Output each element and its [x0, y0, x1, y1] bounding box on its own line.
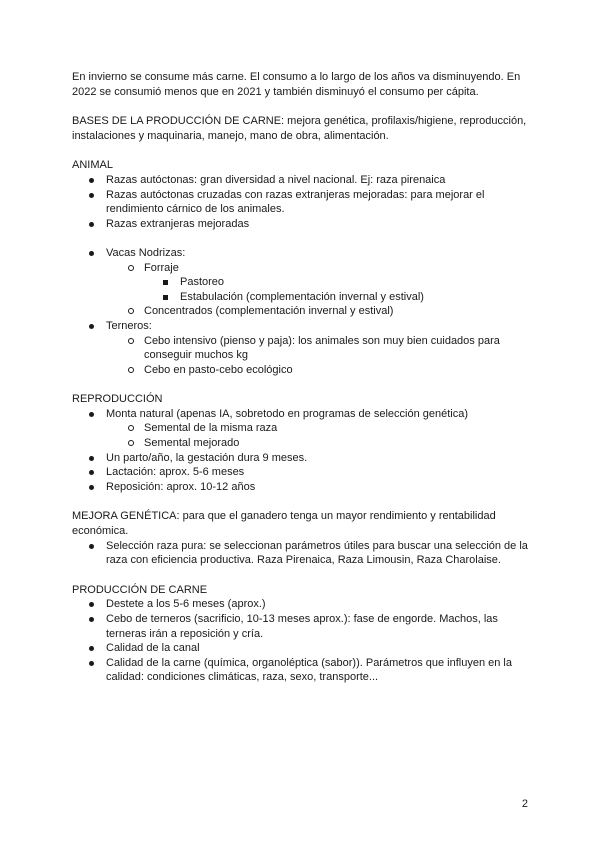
- list-item: Cebo intensivo (pienso y paja): los animales son muy bien cuidados para conseguir muchos kg: [72, 334, 532, 363]
- list-item: Razas autóctonas cruzadas con razas extranjeras mejoradas: para mejorar el rendimiento cárnico de los animales.: [72, 188, 532, 217]
- bullet-icon: [89, 646, 94, 651]
- bullet-icon: [89, 178, 94, 183]
- intro-paragraph: En invierno se consume más carne. El consumo a lo largo de los años va disminuyendo. En 2022 se consumió menos que en 2021 y también disminuyó el consumo per cápita.: [72, 71, 521, 98]
- list-item: Cebo en pasto-cebo ecológico: [72, 363, 532, 378]
- list-spacer: [72, 231, 532, 246]
- bullet-icon: [89, 544, 94, 549]
- bases-paragraph: BASES DE LA PRODUCCIÓN DE CARNE: mejora genética, profilaxis/higiene, reproducción, instalaciones y maquinaria, manejo, mano de obra, alimentación.: [72, 115, 527, 142]
- mejora-heading: MEJORA GENÉTICA: para que el ganadero tenga un mayor rendimiento y rentabilidad económica.: [72, 510, 496, 538]
- list-item: Cebo de terneros (sacrificio, 10-13 meses aprox.): fase de engorde. Machos, las terneras irán a reposición y cría.: [72, 612, 532, 641]
- list-item: Un parto/año, la gestación dura 9 meses.: [72, 451, 532, 466]
- bullet-icon: [89, 602, 94, 607]
- hollow-bullet-icon: [128, 367, 134, 373]
- list-item: Razas extranjeras mejoradas: [72, 217, 532, 232]
- animal-heading: ANIMAL: [72, 159, 113, 172]
- square-bullet-icon: [163, 280, 168, 285]
- hollow-bullet-icon: [128, 265, 134, 271]
- list-item: Calidad de la carne (química, organoléptica (sabor)). Parámetros que influyen en la calidad: condiciones climáticas, raza, sexo, transporte...: [72, 656, 532, 685]
- page-number: 2: [521, 798, 528, 810]
- reproduccion-list: [72, 407, 532, 495]
- produccion-heading: PRODUCCIÓN DE CARNE: [72, 583, 208, 596]
- bullet-icon: [89, 222, 94, 227]
- bullet-icon: [89, 485, 94, 490]
- square-bullet-icon: [163, 295, 168, 300]
- bullet-icon: [89, 617, 94, 622]
- bullet-icon: [89, 661, 94, 666]
- bullet-icon: [89, 193, 94, 198]
- list-item: Estabulación (complementación invernal y estival): [72, 290, 532, 305]
- bullet-icon: [89, 251, 94, 256]
- list-item: Calidad de la canal: [72, 641, 532, 656]
- bullet-icon: [89, 456, 94, 461]
- document-body: [72, 70, 532, 685]
- list-item: Razas autóctonas: gran diversidad a nivel nacional. Ej: raza pirenaica: [72, 173, 532, 188]
- list-item: Lactación: aprox. 5-6 meses: [72, 465, 532, 480]
- reproduccion-heading: REPRODUCCIÓN: [72, 393, 163, 406]
- produccion-list: [72, 597, 532, 685]
- list-item: Semental mejorado: [72, 436, 532, 451]
- list-item: Destete a los 5-6 meses (aprox.): [72, 597, 532, 612]
- list-item: Concentrados (complementación invernal y estival): [72, 304, 532, 319]
- bullet-icon: [89, 324, 94, 329]
- hollow-bullet-icon: [128, 425, 134, 431]
- hollow-bullet-icon: [128, 338, 134, 344]
- list-item: Selección raza pura: se seleccionan parámetros útiles para buscar una selección de la raza con eficiencia productiva. Raza Pirenaica, Raza Limousin, Raza Charolaise.: [72, 539, 532, 568]
- hollow-bullet-icon: [128, 440, 134, 446]
- animal-list: [72, 173, 532, 377]
- bullet-icon: [89, 470, 94, 475]
- mejora-list: [72, 539, 532, 568]
- list-item: Semental de la misma raza: [72, 421, 532, 436]
- list-item: Reposición: aprox. 10-12 años: [72, 480, 532, 495]
- list-item: Forraje: [72, 261, 532, 276]
- list-item: Terneros:: [72, 319, 532, 334]
- list-item: Vacas Nodrizas:: [72, 246, 532, 261]
- list-item: Pastoreo: [72, 275, 532, 290]
- bullet-icon: [89, 412, 94, 417]
- list-item: Monta natural (apenas IA, sobretodo en programas de selección genética): [72, 407, 532, 422]
- hollow-bullet-icon: [128, 308, 134, 314]
